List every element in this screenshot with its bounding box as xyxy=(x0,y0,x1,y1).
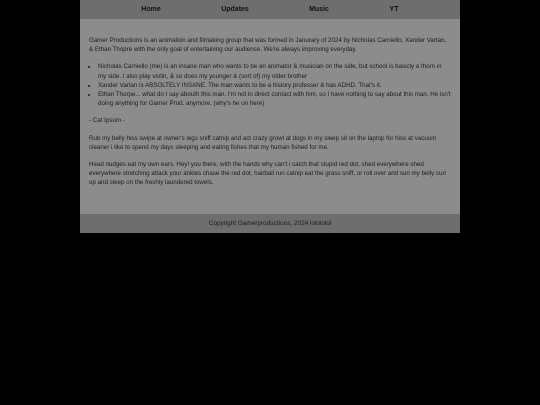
ipsum-paragraph-1: Rub my belly hiss swipe at owner's legs sniff catnip and act crazy growl at dogs in my sleep sit on the laptop for hiss at vacuum cleaner i like to spend my days sleeping and eating fishes that my human fished for me. xyxy=(89,134,437,151)
list-item: • Nicholas Carniello (me) is an insane man who wants to be an animator & musician on the side, but school is basicly a thorn in my side. I also play violin, & so does my younger & (sort of) my older brother xyxy=(98,62,451,80)
nav-bar xyxy=(80,0,460,19)
nav-link-music[interactable]: Music xyxy=(309,6,329,13)
site-container xyxy=(80,0,460,233)
nav-link-yt[interactable]: YT xyxy=(389,6,399,13)
members-list xyxy=(89,62,451,108)
nav-link-updates[interactable]: Updates xyxy=(221,6,249,13)
footer xyxy=(80,214,460,233)
copyright-text: Copyright Gamerproductions, 2024 lolololol xyxy=(208,220,332,227)
list-item: • Ethan Thorpe... what do I say abouth this man. I'm not in direct contact with him, so I have nothing to say about this man. He isn't doing anything for Gamer Prod. anymore. (why's he on here) xyxy=(98,90,451,108)
nav-link-home[interactable]: Home xyxy=(141,6,161,13)
ipsum-paragraph-2: Head nudges eat my own ears. Hey! you there, with the hands why can't i catch that stupid red dot, shed everywhere shed everywhere stretching attack your ankles chase the red dot, hairball run catnip eat the grass sniff, or roll over and sun my belly curl up and sleep on the freshly laundered towels. xyxy=(89,161,446,187)
intro-paragraph: Gamer Productions is an animation and filmaking group that was formed in Janurary of 2024 by Nicholas Carniello, Xander Vartan, & Ethan Thopre with the only goal of entertaining our audience. We're always improving everyday. xyxy=(89,37,447,54)
main-content xyxy=(89,36,451,196)
list-item: • Xander Vartan is ABSOLTELY INSANE. The man wants to be a history professer & has ADHD. That's it. xyxy=(98,81,451,90)
cat-ipsum-heading: - Cat Ipsum - xyxy=(89,117,125,125)
